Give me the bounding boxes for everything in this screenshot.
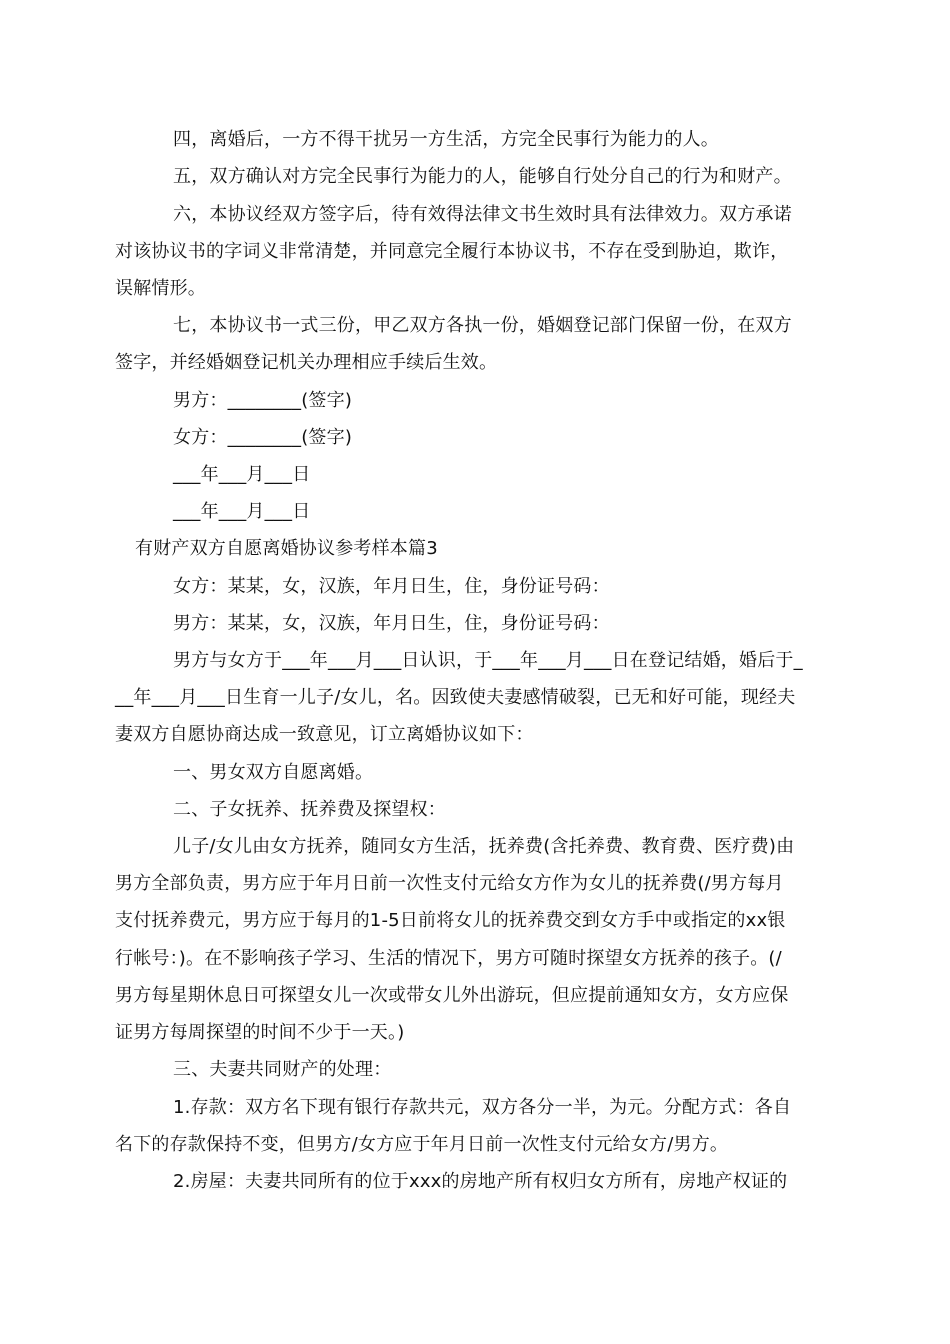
- clause-seven-line-1: 七，本协议书一式三份，甲乙双方各执一份，婚姻登记部门保留一份，在双方: [173, 315, 792, 336]
- deposit-line-2: 名下的存款保持不变，但男方/女方应于年月日前一次性支付元给女方/男方。: [115, 1134, 729, 1155]
- article-three-heading: 三、夫妻共同财产的处理：: [173, 1059, 392, 1080]
- custody-line-2: 男方全部负责，男方应于年月日前一次性支付元给女方作为女儿的抚养费(/男方每月: [115, 873, 784, 894]
- clause-six-line-1: 六，本协议经双方签字后，待有效得法律文书生效时具有法律效力。双方承诺: [173, 204, 792, 225]
- female-signature-line: 女方：________(签字): [173, 427, 353, 448]
- custody-line-1: 儿子/女儿由女方抚养，随同女方生活，抚养费(含托养费、教育费、医疗费)由: [173, 836, 795, 857]
- preamble-line-2: __年___月___日生育一儿子/女儿，名。因致使夫妻感情破裂，已无和好可能，现经夫: [115, 687, 796, 708]
- date-line-2: ___年___月___日: [173, 501, 311, 522]
- clause-four: 四，离婚后，一方不得干扰另一方生活，方完全民事行为能力的人。: [173, 129, 719, 150]
- deposit-line-1: 1.存款：双方名下现有银行存款共元，双方各分一半，为元。分配方式：各自: [173, 1097, 792, 1118]
- custody-line-6: 证男方每周探望的时间不少于一天。): [115, 1022, 405, 1043]
- article-one: 一、男女双方自愿离婚。: [173, 762, 374, 783]
- date-line-1: ___年___月___日: [173, 464, 311, 485]
- male-party-info: 男方：某某，女，汉族，年月日生，住，身份证号码：: [173, 613, 610, 634]
- custody-line-4: 行帐号：)。在不影响孩子学习、生活的情况下，男方可随时探望女方抚养的孩子。(/: [115, 948, 782, 969]
- female-party-info: 女方：某某，女，汉族，年月日生，住，身份证号码：: [173, 576, 610, 597]
- male-signature-line: 男方：________(签字): [173, 390, 353, 411]
- article-two-heading: 二、子女抚养、抚养费及探望权：: [173, 799, 446, 820]
- custody-line-3: 支付抚养费元，男方应于每月的1-5日前将女儿的抚养费交到女方手中或指定的xx银: [115, 910, 786, 931]
- section-heading: 有财产双方自愿离婚协议参考样本篇3: [135, 538, 438, 559]
- clause-five: 五，双方确认对方完全民事行为能力的人，能够自行处分自己的行为和财产。: [173, 166, 792, 187]
- clause-six-line-3: 误解情形。: [115, 278, 206, 299]
- clause-seven-line-2: 签字，并经婚姻登记机关办理相应手续后生效。: [115, 352, 498, 373]
- clause-six-line-2: 对该协议书的字词义非常清楚，并同意完全履行本协议书，不存在受到胁迫，欺诈，: [115, 241, 789, 262]
- custody-line-5: 男方每星期休息日可探望女儿一次或带女儿外出游玩，但应提前通知女方，女方应保: [115, 985, 789, 1006]
- preamble-line-1: 男方与女方于___年___月___日认识，于___年___月___日在登记结婚，婚后于_: [173, 650, 803, 671]
- preamble-line-3: 妻双方自愿协商达成一致意见，订立离婚协议如下：: [115, 724, 534, 745]
- housing-line-1: 2.房屋：夫妻共同所有的位于xxx的房地产所有权归女方所有，房地产权证的: [173, 1171, 788, 1192]
